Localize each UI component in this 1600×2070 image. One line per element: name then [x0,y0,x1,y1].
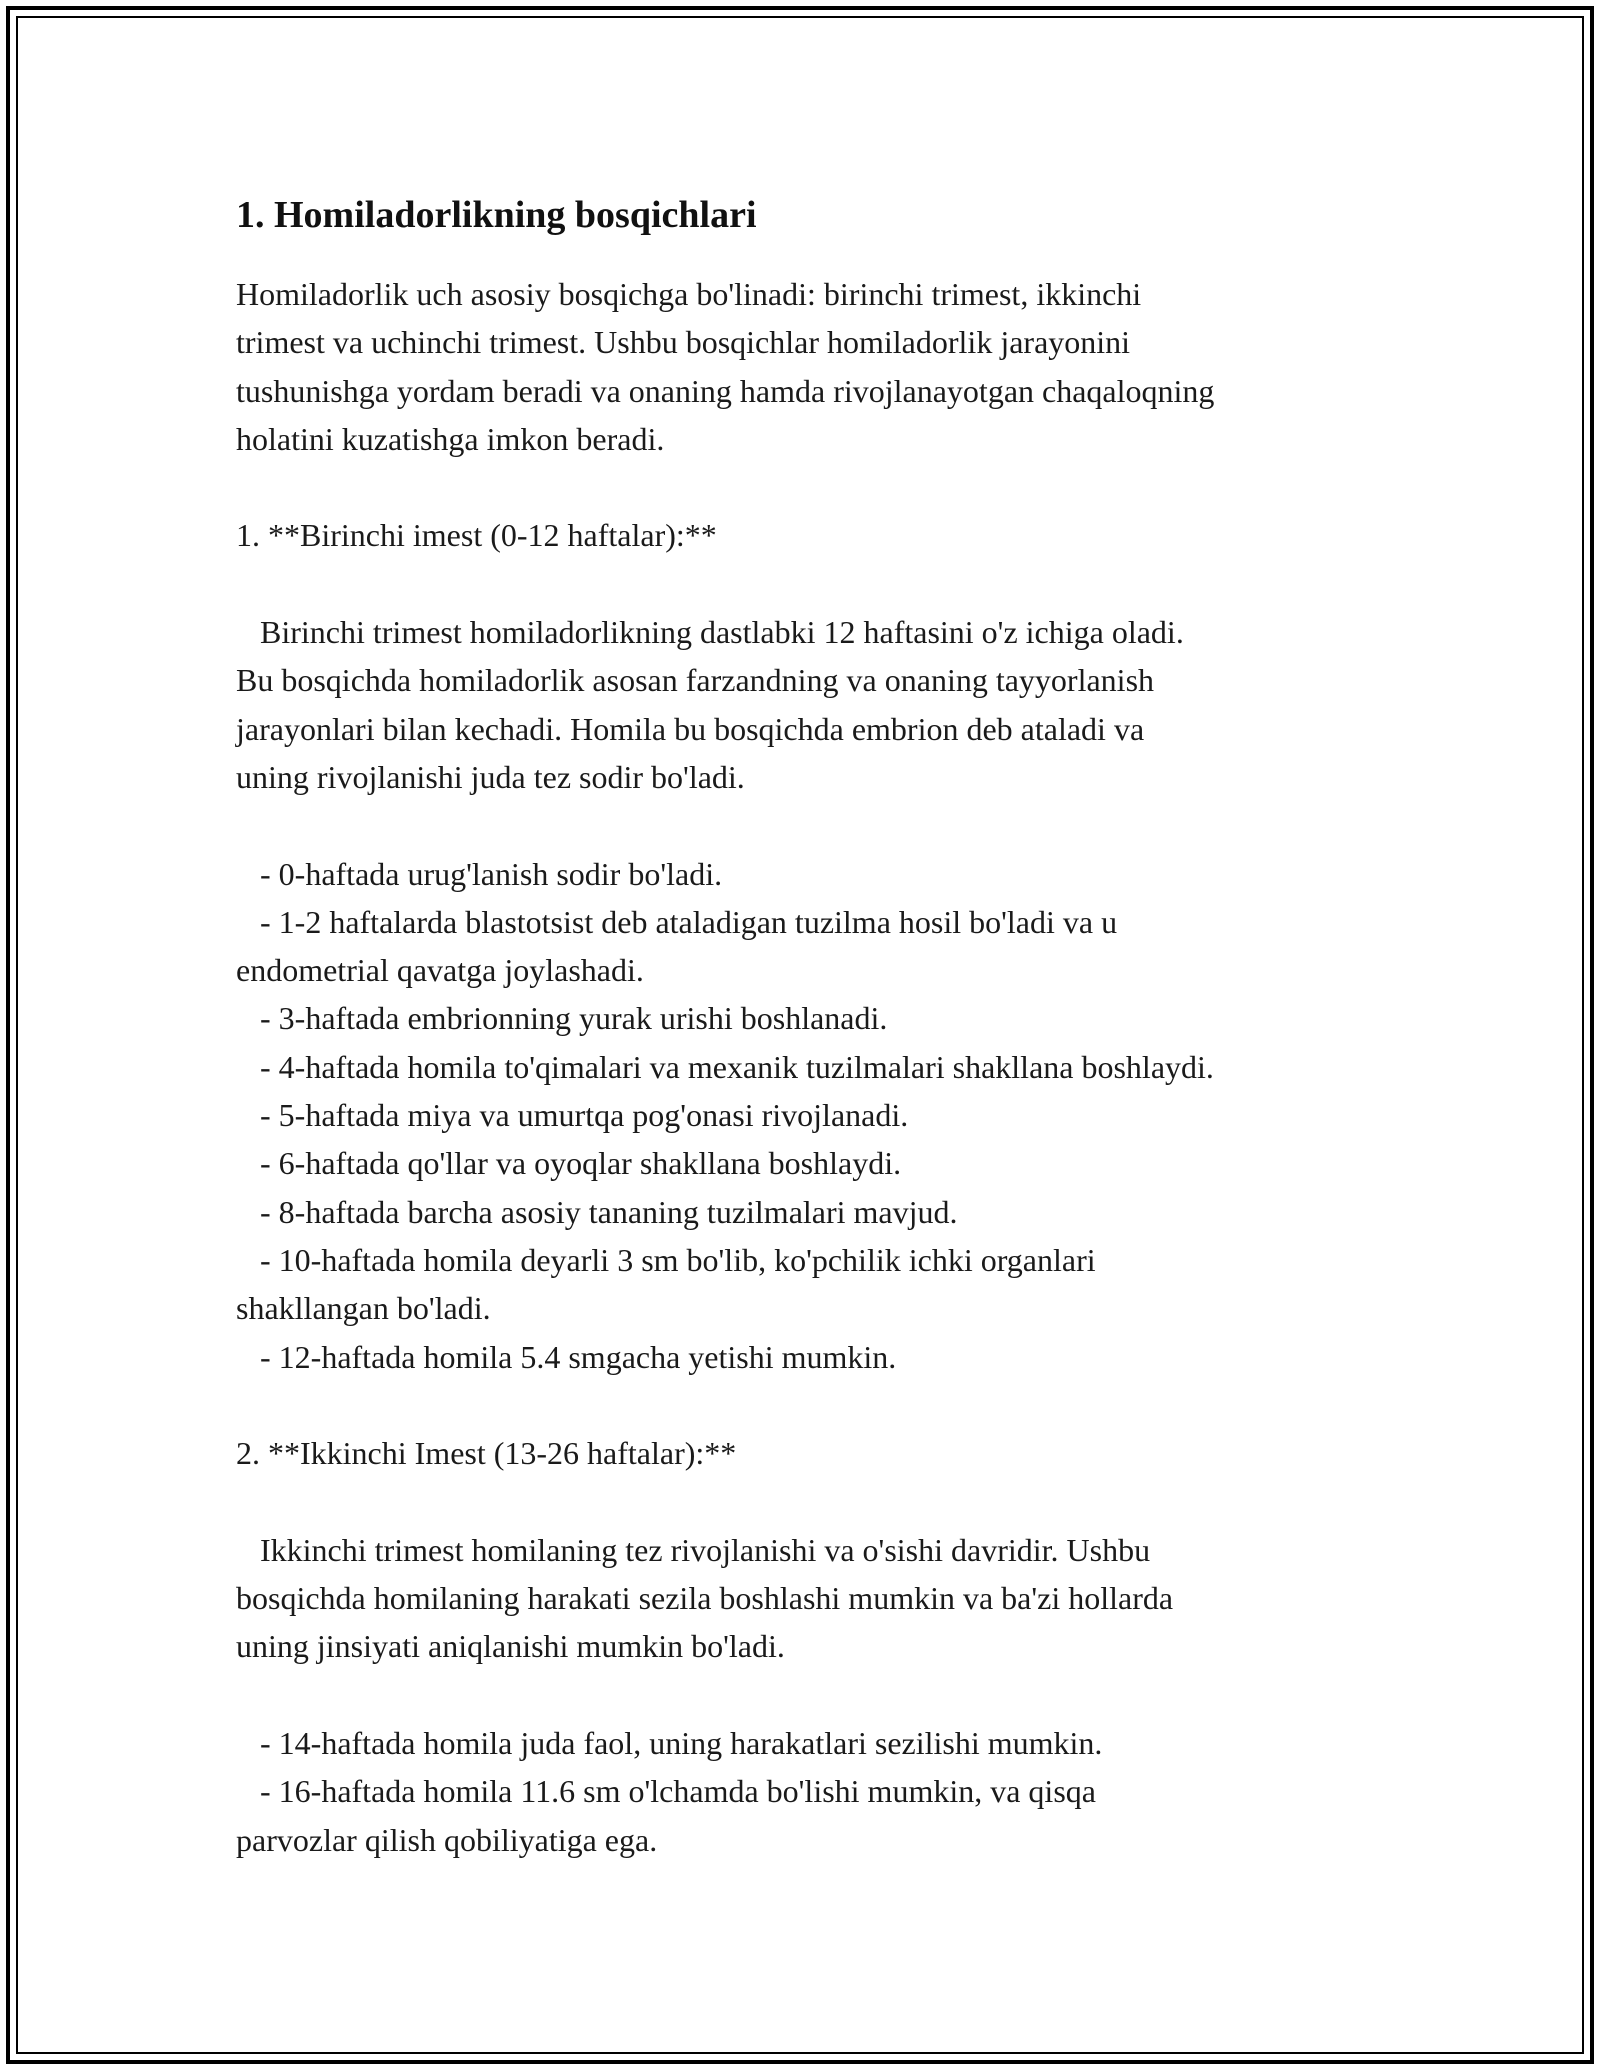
list-item: - 10-haftada homila deyarli 3 sm bo'lib, ko'pchilik ichki organlari shakllangan bo'ladi. [236,1241,1096,1327]
section2-heading: 2. **Ikkinchi Imest (13-26 haftalar):** [236,1435,737,1472]
list-item: - 1-2 haftalarda blastotsist deb ataladigan tuzilma hosil bo'ladi va u endometrial qavatga joylashadi. [236,903,1118,989]
section2-paragraph: Ikkinchi trimest homilaning tez rivojlanishi va o'sishi davridir. Ushbu bosqichda homilaning harakati sezila boshlashi mumkin va ba'zi hollarda uning jinsiyati aniqlanishi mumkin bo'ladi. [236,1531,1174,1665]
spacer [236,560,1386,608]
list-item: - 3-haftada embrionning yurak urishi boshlanadi. [236,1000,888,1037]
document-body [236,190,1386,1864]
list-item: - 14-haftada homila juda faol, uning harakatlari sezilishi mumkin. [236,1724,1103,1761]
spacer [236,801,1386,849]
list-item: - 12-haftada homila 5.4 smgacha yetishi mumkin. [236,1338,897,1375]
document-title: 1. Homiladorlikning bosqichlari [236,194,757,236]
list-item: - 5-haftada miya va umurtqa pog'onasi rivojlanadi. [236,1097,909,1134]
section1-paragraph: Birinchi trimest homiladorlikning dastlabki 12 haftasini o'z ichiga oladi. Bu bosqichda homiladorlik asosan farzandning va onaning tayyorlanish jarayonlari bilan kechadi. Homila bu bosqichda embrion deb ataladi va uning rivojlanishi juda tez sodir bo'ladi. [236,614,1184,795]
section2-list [236,1719,1386,1864]
list-item: - 6-haftada qo'llar va oyoqlar shakllana boshlaydi. [236,1145,902,1182]
list-item: - 4-haftada homila to'qimalari va mexanik tuzilmalari shakllana boshlaydi. [236,1048,1214,1085]
list-item: - 0-haftada urug'lanish sodir bo'ladi. [236,855,723,892]
spacer [236,1381,1386,1429]
section1-list [236,850,1386,1381]
section1-heading: 1. **Birinchi imest (0-12 haftalar):** [236,517,717,554]
spacer [236,1477,1386,1525]
spacer [236,463,1386,511]
intro-paragraph: Homiladorlik uch asosiy bosqichga bo'linadi: birinchi trimest, ikkinchi trimest va uchinchi trimest. Ushbu bosqichlar homiladorlik jarayonini tushunishga yordam beradi va onaning hamda rivojlanayotgan chaqaloqning holatini kuzatishga imkon beradi. [236,276,1215,457]
list-item: - 8-haftada barcha asosiy tananing tuzilmalari mavjud. [236,1193,958,1230]
list-item: - 16-haftada homila 11.6 sm o'lchamda bo'lishi mumkin, va qisqa parvozlar qilish qobiliyatiga ega. [236,1773,1096,1858]
spacer [236,1671,1386,1719]
